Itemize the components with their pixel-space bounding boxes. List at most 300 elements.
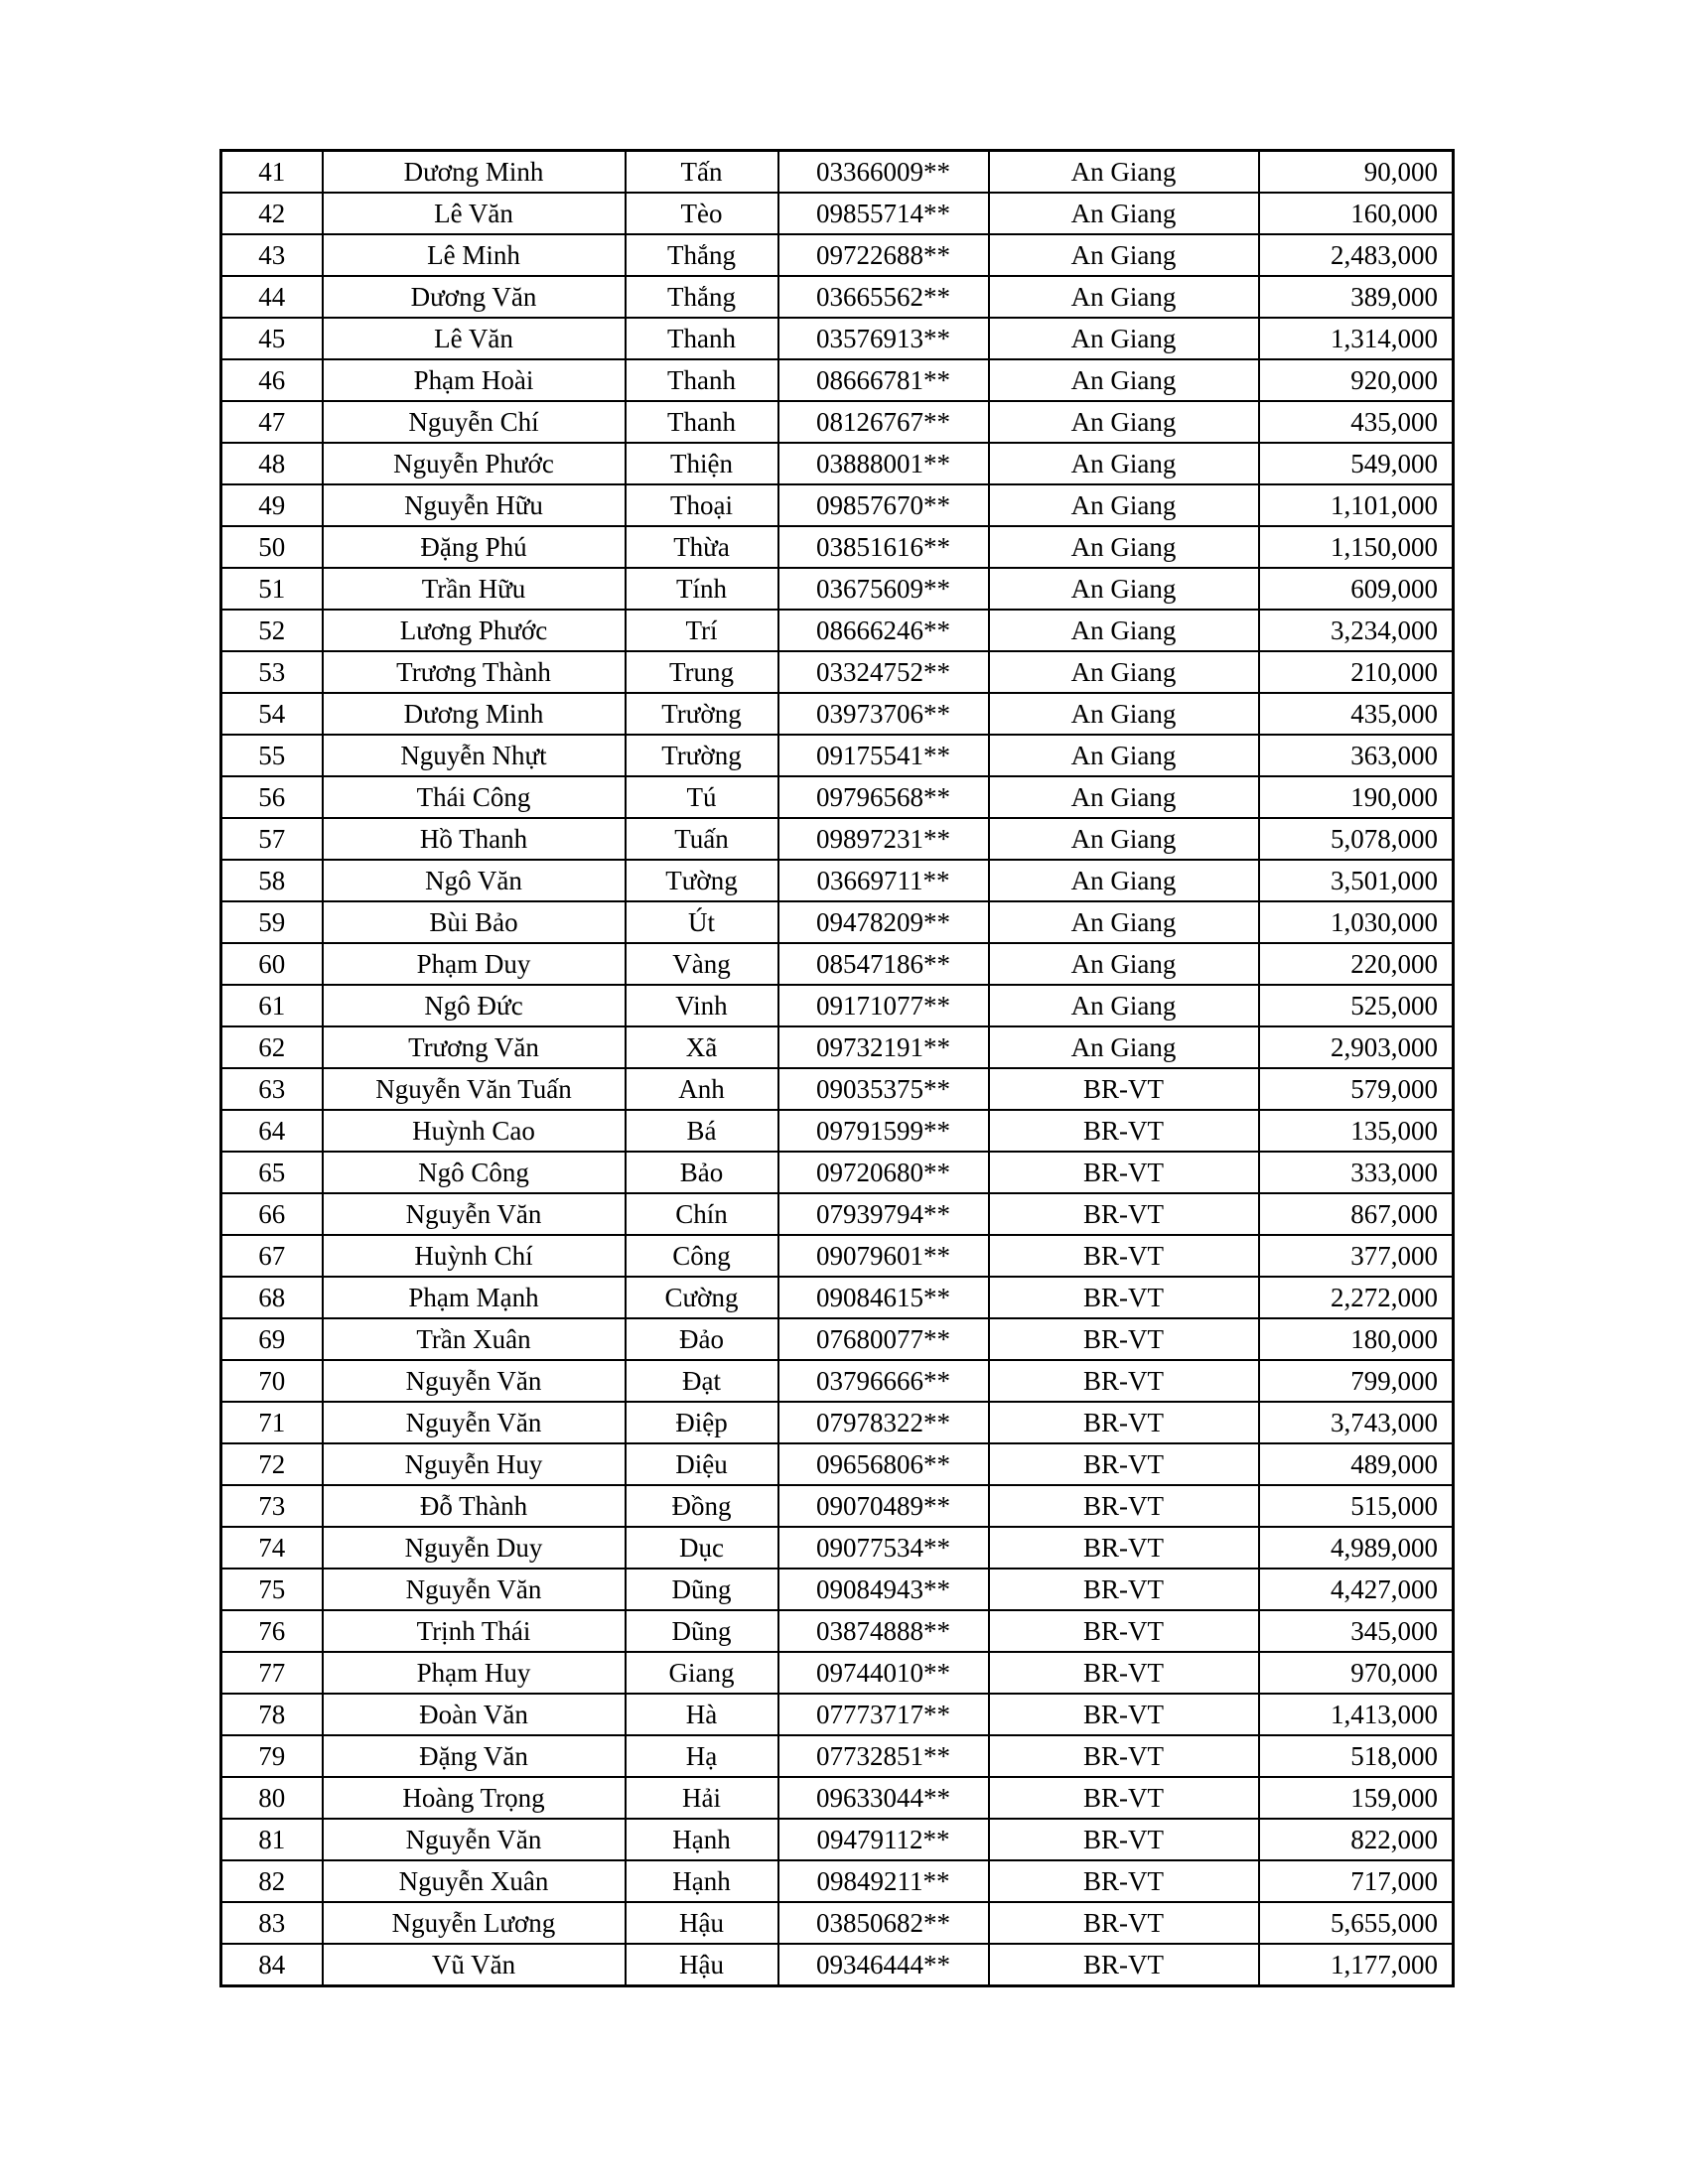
- cell-last-middle-name: Phạm Duy: [323, 943, 626, 985]
- cell-phone-masked: 03874888**: [778, 1610, 989, 1652]
- table-row: [221, 526, 1454, 568]
- cell-last-middle-name: Lê Văn: [323, 193, 626, 234]
- cell-last-middle-name: Nguyễn Hữu: [323, 484, 626, 526]
- cell-first-name: Hạnh: [626, 1819, 778, 1860]
- cell-province: BR-VT: [989, 1735, 1259, 1777]
- cell-last-middle-name: Nguyễn Phước: [323, 443, 626, 484]
- cell-amount: 220,000: [1259, 943, 1454, 985]
- cell-first-name: Vinh: [626, 985, 778, 1026]
- cell-amount: 799,000: [1259, 1360, 1454, 1402]
- table-row: [221, 276, 1454, 318]
- cell-row-number: 78: [221, 1694, 323, 1735]
- cell-amount: 159,000: [1259, 1777, 1454, 1819]
- cell-last-middle-name: Nguyễn Xuân: [323, 1860, 626, 1902]
- cell-amount: 2,272,000: [1259, 1277, 1454, 1318]
- cell-amount: 435,000: [1259, 401, 1454, 443]
- cell-last-middle-name: Trương Văn: [323, 1026, 626, 1068]
- cell-amount: 920,000: [1259, 359, 1454, 401]
- table-row: [221, 443, 1454, 484]
- table-row: [221, 484, 1454, 526]
- cell-province: An Giang: [989, 193, 1259, 234]
- cell-phone-masked: 03675609**: [778, 568, 989, 610]
- cell-last-middle-name: Nguyễn Văn: [323, 1193, 626, 1235]
- cell-province: BR-VT: [989, 1902, 1259, 1944]
- cell-province: BR-VT: [989, 1819, 1259, 1860]
- table-row: [221, 568, 1454, 610]
- table-row: [221, 1026, 1454, 1068]
- cell-first-name: Xã: [626, 1026, 778, 1068]
- cell-amount: 435,000: [1259, 693, 1454, 735]
- cell-amount: 1,150,000: [1259, 526, 1454, 568]
- cell-last-middle-name: Lê Minh: [323, 234, 626, 276]
- cell-phone-masked: 09633044**: [778, 1777, 989, 1819]
- table-row: [221, 359, 1454, 401]
- cell-amount: 190,000: [1259, 776, 1454, 818]
- cell-province: An Giang: [989, 401, 1259, 443]
- cell-first-name: Tấn: [626, 151, 778, 194]
- table-row: [221, 1485, 1454, 1527]
- cell-province: BR-VT: [989, 1777, 1259, 1819]
- cell-first-name: Thắng: [626, 234, 778, 276]
- cell-first-name: Hà: [626, 1694, 778, 1735]
- cell-phone-masked: 03973706**: [778, 693, 989, 735]
- cell-phone-masked: 09171077**: [778, 985, 989, 1026]
- table-row: [221, 1443, 1454, 1485]
- cell-phone-masked: 03324752**: [778, 651, 989, 693]
- cell-province: BR-VT: [989, 1610, 1259, 1652]
- cell-last-middle-name: Trần Hữu: [323, 568, 626, 610]
- cell-first-name: Tính: [626, 568, 778, 610]
- cell-province: BR-VT: [989, 1694, 1259, 1735]
- cell-last-middle-name: Nguyễn Văn: [323, 1569, 626, 1610]
- cell-phone-masked: 03576913**: [778, 318, 989, 359]
- table-row: [221, 985, 1454, 1026]
- cell-amount: 2,483,000: [1259, 234, 1454, 276]
- cell-phone-masked: 09744010**: [778, 1652, 989, 1694]
- cell-amount: 4,989,000: [1259, 1527, 1454, 1569]
- cell-first-name: Thanh: [626, 359, 778, 401]
- cell-province: An Giang: [989, 568, 1259, 610]
- cell-first-name: Thiện: [626, 443, 778, 484]
- cell-first-name: Điệp: [626, 1402, 778, 1443]
- cell-province: An Giang: [989, 693, 1259, 735]
- table-row: [221, 1277, 1454, 1318]
- table-row: [221, 901, 1454, 943]
- cell-first-name: Vàng: [626, 943, 778, 985]
- table-row: [221, 943, 1454, 985]
- cell-first-name: Công: [626, 1235, 778, 1277]
- cell-row-number: 42: [221, 193, 323, 234]
- cell-phone-masked: 08547186**: [778, 943, 989, 985]
- cell-province: An Giang: [989, 526, 1259, 568]
- cell-phone-masked: 09855714**: [778, 193, 989, 234]
- cell-province: BR-VT: [989, 1193, 1259, 1235]
- cell-row-number: 57: [221, 818, 323, 860]
- cell-row-number: 55: [221, 735, 323, 776]
- cell-phone-masked: 03796666**: [778, 1360, 989, 1402]
- cell-phone-masked: 09722688**: [778, 234, 989, 276]
- cell-last-middle-name: Nguyễn Lương: [323, 1902, 626, 1944]
- cell-province: BR-VT: [989, 1235, 1259, 1277]
- table-row: [221, 1152, 1454, 1193]
- cell-amount: 3,743,000: [1259, 1402, 1454, 1443]
- cell-phone-masked: 08666781**: [778, 359, 989, 401]
- donor-list-table-body: [221, 151, 1454, 1986]
- cell-amount: 377,000: [1259, 1235, 1454, 1277]
- table-row: [221, 735, 1454, 776]
- cell-row-number: 53: [221, 651, 323, 693]
- cell-row-number: 62: [221, 1026, 323, 1068]
- cell-amount: 1,413,000: [1259, 1694, 1454, 1735]
- cell-province: An Giang: [989, 943, 1259, 985]
- cell-first-name: Thanh: [626, 401, 778, 443]
- cell-row-number: 77: [221, 1652, 323, 1694]
- cell-row-number: 41: [221, 151, 323, 194]
- cell-phone-masked: 09084943**: [778, 1569, 989, 1610]
- cell-phone-masked: 08666246**: [778, 610, 989, 651]
- cell-row-number: 74: [221, 1527, 323, 1569]
- table-row: [221, 151, 1454, 194]
- cell-amount: 3,234,000: [1259, 610, 1454, 651]
- cell-phone-masked: 09077534**: [778, 1527, 989, 1569]
- cell-phone-masked: 09079601**: [778, 1235, 989, 1277]
- cell-first-name: Tuấn: [626, 818, 778, 860]
- cell-phone-masked: 03850682**: [778, 1902, 989, 1944]
- cell-row-number: 76: [221, 1610, 323, 1652]
- cell-last-middle-name: Phạm Hoài: [323, 359, 626, 401]
- cell-first-name: Thanh: [626, 318, 778, 359]
- cell-row-number: 51: [221, 568, 323, 610]
- cell-province: An Giang: [989, 735, 1259, 776]
- table-row: [221, 1902, 1454, 1944]
- cell-row-number: 84: [221, 1944, 323, 1986]
- cell-province: An Giang: [989, 151, 1259, 194]
- cell-row-number: 67: [221, 1235, 323, 1277]
- cell-amount: 160,000: [1259, 193, 1454, 234]
- cell-first-name: Tèo: [626, 193, 778, 234]
- cell-amount: 345,000: [1259, 1610, 1454, 1652]
- cell-province: BR-VT: [989, 1860, 1259, 1902]
- table-row: [221, 1235, 1454, 1277]
- cell-last-middle-name: Phạm Mạnh: [323, 1277, 626, 1318]
- cell-first-name: Hạnh: [626, 1860, 778, 1902]
- cell-last-middle-name: Nguyễn Huy: [323, 1443, 626, 1485]
- cell-phone-masked: 09478209**: [778, 901, 989, 943]
- table-row: [221, 1569, 1454, 1610]
- cell-province: BR-VT: [989, 1485, 1259, 1527]
- cell-first-name: Út: [626, 901, 778, 943]
- cell-last-middle-name: Nguyễn Văn: [323, 1360, 626, 1402]
- cell-phone-masked: 09796568**: [778, 776, 989, 818]
- cell-phone-masked: 09070489**: [778, 1485, 989, 1527]
- cell-province: An Giang: [989, 443, 1259, 484]
- cell-last-middle-name: Dương Văn: [323, 276, 626, 318]
- cell-row-number: 79: [221, 1735, 323, 1777]
- cell-amount: 489,000: [1259, 1443, 1454, 1485]
- cell-row-number: 66: [221, 1193, 323, 1235]
- table-row: [221, 1777, 1454, 1819]
- cell-row-number: 54: [221, 693, 323, 735]
- table-row: [221, 610, 1454, 651]
- table-row: [221, 1360, 1454, 1402]
- cell-last-middle-name: Nguyễn Văn Tuấn: [323, 1068, 626, 1110]
- cell-phone-masked: 09857670**: [778, 484, 989, 526]
- cell-amount: 2,903,000: [1259, 1026, 1454, 1068]
- cell-last-middle-name: Phạm Huy: [323, 1652, 626, 1694]
- cell-last-middle-name: Ngô Đức: [323, 985, 626, 1026]
- table-row: [221, 1610, 1454, 1652]
- cell-province: An Giang: [989, 651, 1259, 693]
- table-row: [221, 776, 1454, 818]
- cell-first-name: Giang: [626, 1652, 778, 1694]
- cell-first-name: Trí: [626, 610, 778, 651]
- cell-amount: 1,030,000: [1259, 901, 1454, 943]
- cell-first-name: Dục: [626, 1527, 778, 1569]
- cell-amount: 518,000: [1259, 1735, 1454, 1777]
- cell-last-middle-name: Huỳnh Chí: [323, 1235, 626, 1277]
- cell-last-middle-name: Hồ Thanh: [323, 818, 626, 860]
- cell-province: BR-VT: [989, 1652, 1259, 1694]
- cell-row-number: 56: [221, 776, 323, 818]
- cell-last-middle-name: Lê Văn: [323, 318, 626, 359]
- cell-province: An Giang: [989, 860, 1259, 901]
- cell-first-name: Thoại: [626, 484, 778, 526]
- cell-row-number: 80: [221, 1777, 323, 1819]
- cell-last-middle-name: Hoàng Trọng: [323, 1777, 626, 1819]
- table-row: [221, 1819, 1454, 1860]
- cell-first-name: Trường: [626, 735, 778, 776]
- cell-last-middle-name: Đặng Phú: [323, 526, 626, 568]
- cell-last-middle-name: Thái Công: [323, 776, 626, 818]
- cell-last-middle-name: Ngô Công: [323, 1152, 626, 1193]
- cell-province: BR-VT: [989, 1110, 1259, 1152]
- cell-phone-masked: 09346444**: [778, 1944, 989, 1986]
- table-row: [221, 693, 1454, 735]
- cell-amount: 717,000: [1259, 1860, 1454, 1902]
- cell-row-number: 71: [221, 1402, 323, 1443]
- table-row: [221, 1110, 1454, 1152]
- cell-last-middle-name: Bùi Bảo: [323, 901, 626, 943]
- cell-amount: 1,177,000: [1259, 1944, 1454, 1986]
- cell-first-name: Hạ: [626, 1735, 778, 1777]
- table-row: [221, 1694, 1454, 1735]
- cell-amount: 3,501,000: [1259, 860, 1454, 901]
- table-row: [221, 1652, 1454, 1694]
- cell-row-number: 59: [221, 901, 323, 943]
- cell-phone-masked: 07978322**: [778, 1402, 989, 1443]
- cell-row-number: 48: [221, 443, 323, 484]
- cell-amount: 970,000: [1259, 1652, 1454, 1694]
- cell-row-number: 69: [221, 1318, 323, 1360]
- cell-amount: 4,427,000: [1259, 1569, 1454, 1610]
- cell-phone-masked: 09175541**: [778, 735, 989, 776]
- cell-province: An Giang: [989, 901, 1259, 943]
- cell-province: BR-VT: [989, 1277, 1259, 1318]
- cell-province: An Giang: [989, 484, 1259, 526]
- table-row: [221, 1944, 1454, 1986]
- cell-province: An Giang: [989, 276, 1259, 318]
- cell-phone-masked: 08126767**: [778, 401, 989, 443]
- cell-province: An Giang: [989, 610, 1259, 651]
- cell-row-number: 47: [221, 401, 323, 443]
- cell-last-middle-name: Dương Minh: [323, 693, 626, 735]
- cell-province: BR-VT: [989, 1402, 1259, 1443]
- cell-province: An Giang: [989, 1026, 1259, 1068]
- cell-phone-masked: 09656806**: [778, 1443, 989, 1485]
- cell-row-number: 82: [221, 1860, 323, 1902]
- cell-last-middle-name: Nguyễn Văn: [323, 1819, 626, 1860]
- cell-phone-masked: 03669711**: [778, 860, 989, 901]
- cell-first-name: Diệu: [626, 1443, 778, 1485]
- cell-last-middle-name: Nguyễn Nhựt: [323, 735, 626, 776]
- cell-province: An Giang: [989, 234, 1259, 276]
- cell-first-name: Dũng: [626, 1610, 778, 1652]
- cell-phone-masked: 07939794**: [778, 1193, 989, 1235]
- cell-province: An Giang: [989, 985, 1259, 1026]
- cell-first-name: Bá: [626, 1110, 778, 1152]
- cell-last-middle-name: Đoàn Văn: [323, 1694, 626, 1735]
- cell-row-number: 49: [221, 484, 323, 526]
- cell-phone-masked: 03366009**: [778, 151, 989, 194]
- cell-phone-masked: 03851616**: [778, 526, 989, 568]
- cell-row-number: 44: [221, 276, 323, 318]
- cell-amount: 363,000: [1259, 735, 1454, 776]
- cell-last-middle-name: Dương Minh: [323, 151, 626, 194]
- cell-province: An Giang: [989, 318, 1259, 359]
- cell-province: BR-VT: [989, 1318, 1259, 1360]
- table-row: [221, 193, 1454, 234]
- cell-row-number: 52: [221, 610, 323, 651]
- cell-row-number: 72: [221, 1443, 323, 1485]
- cell-first-name: Dũng: [626, 1569, 778, 1610]
- cell-amount: 609,000: [1259, 568, 1454, 610]
- cell-first-name: Đạt: [626, 1360, 778, 1402]
- cell-province: BR-VT: [989, 1569, 1259, 1610]
- cell-last-middle-name: Trần Xuân: [323, 1318, 626, 1360]
- cell-last-middle-name: Nguyễn Chí: [323, 401, 626, 443]
- cell-row-number: 70: [221, 1360, 323, 1402]
- cell-phone-masked: 03665562**: [778, 276, 989, 318]
- table-row: [221, 1527, 1454, 1569]
- cell-phone-masked: 09084615**: [778, 1277, 989, 1318]
- cell-row-number: 43: [221, 234, 323, 276]
- cell-row-number: 65: [221, 1152, 323, 1193]
- cell-first-name: Cường: [626, 1277, 778, 1318]
- cell-first-name: Hậu: [626, 1902, 778, 1944]
- cell-first-name: Tường: [626, 860, 778, 901]
- cell-last-middle-name: Trương Thành: [323, 651, 626, 693]
- cell-first-name: Bảo: [626, 1152, 778, 1193]
- cell-last-middle-name: Trịnh Thái: [323, 1610, 626, 1652]
- cell-last-middle-name: Đỗ Thành: [323, 1485, 626, 1527]
- cell-province: An Giang: [989, 359, 1259, 401]
- cell-first-name: Trung: [626, 651, 778, 693]
- cell-province: BR-VT: [989, 1443, 1259, 1485]
- cell-amount: 549,000: [1259, 443, 1454, 484]
- cell-first-name: Thừa: [626, 526, 778, 568]
- table-row: [221, 1860, 1454, 1902]
- cell-phone-masked: 09035375**: [778, 1068, 989, 1110]
- cell-province: BR-VT: [989, 1944, 1259, 1986]
- table-row: [221, 1402, 1454, 1443]
- cell-amount: 515,000: [1259, 1485, 1454, 1527]
- cell-first-name: Chín: [626, 1193, 778, 1235]
- cell-amount: 135,000: [1259, 1110, 1454, 1152]
- cell-first-name: Thắng: [626, 276, 778, 318]
- table-row: [221, 818, 1454, 860]
- cell-phone-masked: 09791599**: [778, 1110, 989, 1152]
- cell-amount: 5,078,000: [1259, 818, 1454, 860]
- cell-province: BR-VT: [989, 1068, 1259, 1110]
- cell-amount: 210,000: [1259, 651, 1454, 693]
- cell-amount: 1,314,000: [1259, 318, 1454, 359]
- cell-last-middle-name: Lương Phước: [323, 610, 626, 651]
- cell-row-number: 64: [221, 1110, 323, 1152]
- cell-amount: 822,000: [1259, 1819, 1454, 1860]
- cell-row-number: 81: [221, 1819, 323, 1860]
- cell-province: BR-VT: [989, 1527, 1259, 1569]
- cell-row-number: 50: [221, 526, 323, 568]
- cell-last-middle-name: Vũ Văn: [323, 1944, 626, 1986]
- cell-first-name: Đồng: [626, 1485, 778, 1527]
- donor-list-table: [219, 149, 1455, 1987]
- cell-last-middle-name: Nguyễn Duy: [323, 1527, 626, 1569]
- cell-province: An Giang: [989, 818, 1259, 860]
- cell-row-number: 63: [221, 1068, 323, 1110]
- cell-row-number: 75: [221, 1569, 323, 1610]
- cell-phone-masked: 07773717**: [778, 1694, 989, 1735]
- cell-amount: 1,101,000: [1259, 484, 1454, 526]
- cell-phone-masked: 07732851**: [778, 1735, 989, 1777]
- cell-province: An Giang: [989, 776, 1259, 818]
- table-row: [221, 1735, 1454, 1777]
- cell-amount: 333,000: [1259, 1152, 1454, 1193]
- cell-last-middle-name: Ngô Văn: [323, 860, 626, 901]
- cell-row-number: 68: [221, 1277, 323, 1318]
- cell-amount: 525,000: [1259, 985, 1454, 1026]
- cell-last-middle-name: Huỳnh Cao: [323, 1110, 626, 1152]
- cell-row-number: 83: [221, 1902, 323, 1944]
- cell-province: BR-VT: [989, 1152, 1259, 1193]
- cell-amount: 90,000: [1259, 151, 1454, 194]
- cell-first-name: Hậu: [626, 1944, 778, 1986]
- table-row: [221, 1068, 1454, 1110]
- cell-phone-masked: 09897231**: [778, 818, 989, 860]
- cell-phone-masked: 09732191**: [778, 1026, 989, 1068]
- cell-row-number: 45: [221, 318, 323, 359]
- table-row: [221, 318, 1454, 359]
- cell-amount: 867,000: [1259, 1193, 1454, 1235]
- table-row: [221, 651, 1454, 693]
- cell-phone-masked: 03888001**: [778, 443, 989, 484]
- cell-row-number: 73: [221, 1485, 323, 1527]
- table-row: [221, 1193, 1454, 1235]
- cell-row-number: 46: [221, 359, 323, 401]
- cell-first-name: Hải: [626, 1777, 778, 1819]
- cell-first-name: Đảo: [626, 1318, 778, 1360]
- table-row: [221, 860, 1454, 901]
- table-row: [221, 401, 1454, 443]
- cell-row-number: 61: [221, 985, 323, 1026]
- cell-phone-masked: 07680077**: [778, 1318, 989, 1360]
- table-row: [221, 1318, 1454, 1360]
- cell-first-name: Anh: [626, 1068, 778, 1110]
- cell-amount: 5,655,000: [1259, 1902, 1454, 1944]
- table-row: [221, 234, 1454, 276]
- cell-last-middle-name: Đặng Văn: [323, 1735, 626, 1777]
- cell-first-name: Tú: [626, 776, 778, 818]
- cell-first-name: Trường: [626, 693, 778, 735]
